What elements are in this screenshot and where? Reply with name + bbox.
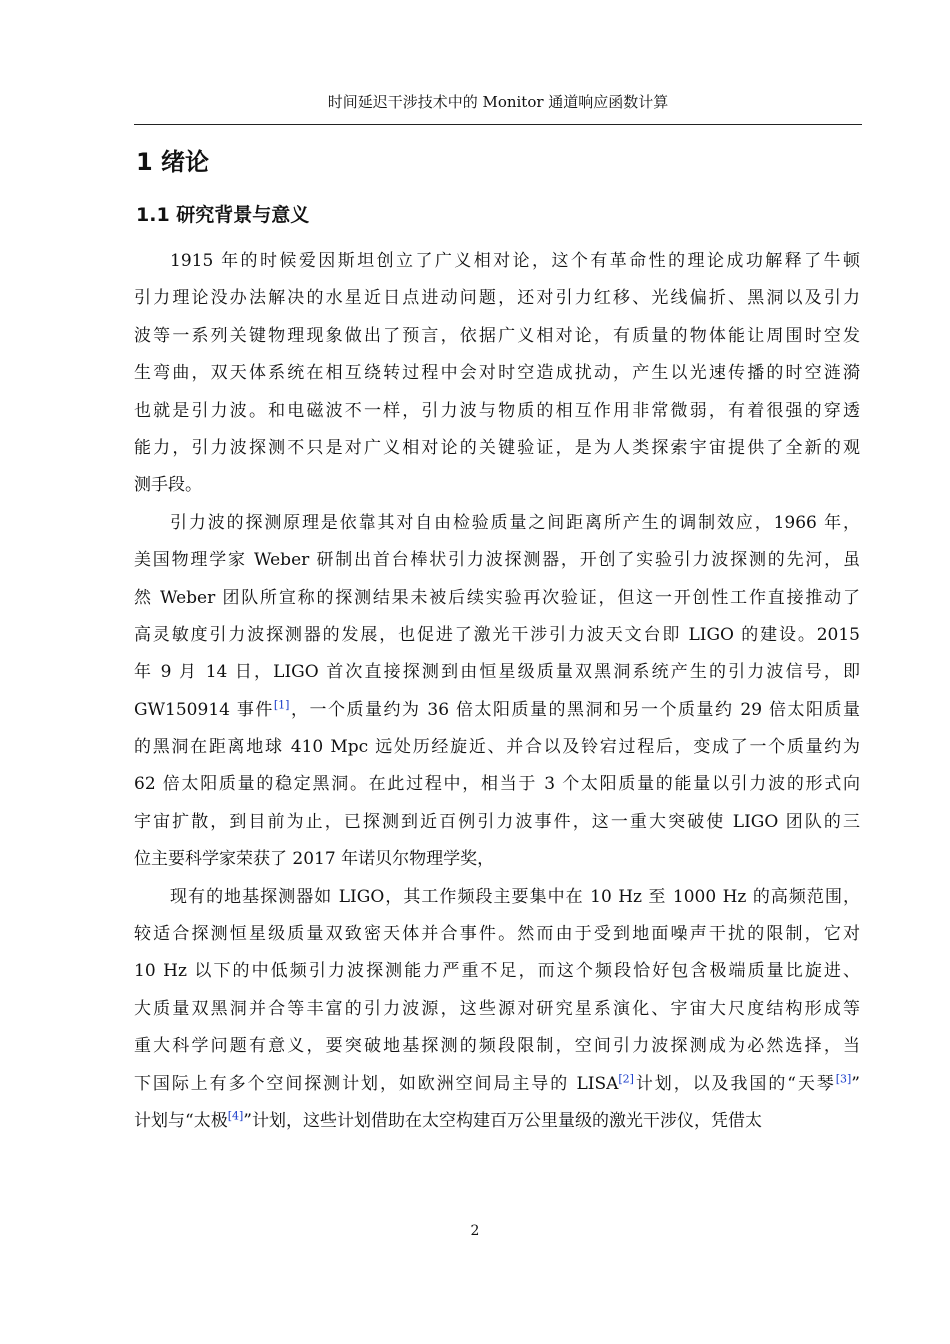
text-line: 波等一系列关键物理现象做出了预言，依据广义相对论，有质量的物体能让周围时空发: [134, 325, 860, 346]
text-segment: 计划与“太极: [134, 1110, 228, 1131]
text-line: 也就是引力波。和电磁波不一样，引力波与物质的相互作用非常微弱，有着很强的穿透: [134, 400, 860, 421]
text-line: 高灵敏度引力波探测器的发展，也促进了激光干涉引力波天文台即 LIGO 的建设。2015: [134, 624, 860, 645]
header-rule: [134, 124, 862, 125]
section-title: 1.1 研究背景与意义: [136, 204, 310, 226]
text-segment: ，一个质量约为 36 倍太阳质量的黑洞和另一个质量约 29 倍太阳质量: [289, 699, 860, 720]
text-segment: ”计划，这些计划借助在太空构建百万公里量级的激光干涉仪，凭借太: [243, 1110, 762, 1131]
text-line: 引力波的探测原理是依靠其对自由检验质量之间距离所产生的调制效应，1966 年，: [170, 512, 860, 533]
text-line: 1915 年的时候爱因斯坦创立了广义相对论，这个有革命性的理论成功解释了牛顿: [170, 251, 860, 271]
text-line: 重大科学问题有意义，要突破地基探测的频段限制，空间引力波探测成为必然选择，当: [134, 1036, 860, 1057]
text-line: 现有的地基探测器如 LIGO，其工作频段主要集中在 10 Hz 至 1000 Hz 的高频范围，: [170, 886, 860, 907]
citation-link[interactable]: [2]: [618, 1071, 634, 1085]
text-line: 宇宙扩散，到目前为止，已探测到近百例引力波事件，这一重大突破使 LIGO 团队的三: [134, 811, 860, 832]
text-segment: 下国际上有多个空间探测计划，如欧洲空间局主导的 LISA: [134, 1073, 619, 1094]
paragraph: [134, 879, 860, 1141]
text-line: 生弯曲，双天体系统在相互绕转过程中会对时空造成扰动，产生以光速传播的时空涟漪: [134, 363, 860, 384]
citation-link[interactable]: [1]: [273, 698, 290, 712]
text-line: [134, 1103, 860, 1140]
running-header: 时间延迟干涉技术中的 Monitor 通道响应函数计算: [327, 93, 669, 111]
paragraph: [134, 243, 860, 505]
text-line: 美国物理学家 Weber 研制出首台棒状引力波探测器，开创了实验引力波探测的先河，虽: [134, 550, 860, 571]
body-text: [134, 243, 860, 1140]
text-segment: GW150914 事件: [134, 699, 274, 720]
text-line: 年 9 月 14 日，LIGO 首次直接探测到由恒星级质量双黑洞系统产生的引力波信号，即: [134, 662, 860, 683]
text-line: [134, 692, 860, 729]
text-line: 的黑洞在距离地球 410 Mpc 远处历经旋近、并合以及铃宕过程后，变成了一个质量约为: [134, 737, 860, 758]
page-number: 2: [470, 1223, 480, 1239]
text-segment: 计划，以及我国的“天琴: [633, 1073, 836, 1094]
text-line: 62 倍太阳质量的稳定黑洞。在此过程中，相当于 3 个太阳质量的能量以引力波的形式向: [134, 774, 860, 795]
text-line: 大质量双黑洞并合等丰富的引力波源，这些源对研究星系演化、宇宙大尺度结构形成等: [134, 998, 860, 1019]
text-line: 位主要科学家荣获了 2017 年诺贝尔物理学奖，: [134, 849, 495, 870]
chapter-title: 1 绪论: [136, 148, 210, 176]
text-segment: ”: [851, 1073, 860, 1094]
citation-link[interactable]: [4]: [227, 1109, 244, 1123]
text-line: [134, 1066, 860, 1103]
text-line: 测手段。: [134, 475, 202, 496]
text-line: 10 Hz 以下的中低频引力波探测能力严重不足，而这个频段恰好包含极端质量比旋进、: [134, 961, 860, 982]
text-line: 能力，引力波探测不只是对广义相对论的关键验证，是为人类探索宇宙提供了全新的观: [134, 437, 860, 458]
citation-link[interactable]: [3]: [835, 1071, 852, 1085]
text-line: 较适合探测恒星级质量双致密天体并合事件。然而由于受到地面噪声干扰的限制，它对: [134, 924, 860, 945]
text-line: 然 Weber 团队所宣称的探测结果未被后续实验再次验证，但这一开创性工作直接推动了: [134, 587, 860, 608]
text-line: 引力理论没办法解决的水星近日点进动问题，还对引力红移、光线偏折、黑洞以及引力: [134, 288, 860, 309]
paragraph: [134, 505, 860, 879]
